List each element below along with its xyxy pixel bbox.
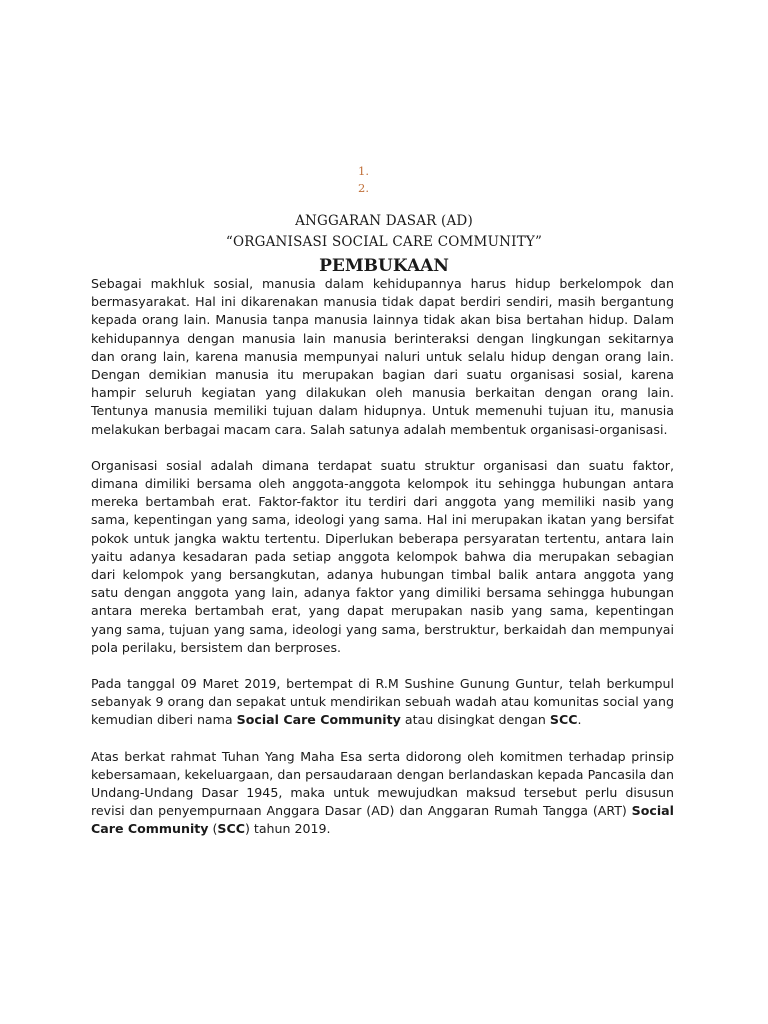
organization-name: “ORGANISASI SOCIAL CARE COMMUNITY” <box>225 234 543 250</box>
document-title: ANGGARAN DASAR (AD) <box>295 213 473 229</box>
paragraph-4-text: Atas berkat rahmat Tuhan Yang Maha Esa serta didorong oleh komitmen terhadap prinsip kebersamaan, kekeluargaan, dan persaudaraan dengan berlandaskan kepada Pancasila dan Undang-Undang Dasar 1945, maka untuk mewujudkan maksud tersebut perlu disusun revisi dan penyempurnaan Anggara Dasar (AD) dan Anggaran Rumah Tangga (ART) <box>91 748 674 819</box>
paragraph-4-end: ) tahun 2019. <box>244 821 331 837</box>
paragraph-4 <box>91 748 674 839</box>
paragraph-4-text-2: ( <box>208 821 218 837</box>
org-abbrev-bold-2: SCC <box>217 821 245 837</box>
paragraph-1: Sebagai makhluk sosial, manusia dalam kehidupannya harus hidup berkelompok dan bermasyarakat. Hal ini dikarenakan manusia tidak dapat berdiri sendiri, masih bergantung kepada orang lain. Manusia tanpa manusia lainnya tidak akan bisa bertahan hidup. Dalam kehidupannya dengan manusia lain manusia berinteraksi dengan lingkungan sekitarnya dan orang lain, karena manusia mempunyai naluri untuk selalu hidup dengan orang lain. Dengan demikian manusia itu merupakan bagian dari suatu organisasi sosial, karena hampir seluruh kegiatan yang dilakukan oleh manusia berkaitan dengan orang lain. Tentunya manusia memiliki tujuan dalam hidupnya. Untuk memenuhi tujuan itu, manusia melakukan berbagai macam cara. Salah satunya adalah membentuk organisasi-organisasi. <box>91 276 674 437</box>
org-name-bold-2: Social Care Community <box>91 803 674 837</box>
list-number-1: 1. <box>358 164 369 178</box>
document-body <box>91 275 674 857</box>
paragraph-3-text: Pada tanggal 09 Maret 2019, bertempat di R.M Sushine Gunung Guntur, telah berkumpul sebanyak 9 orang dan sepakat untuk mendirikan sebuah wadah atau komunitas social yang kemudian diberi nama <box>91 676 674 728</box>
section-heading: PEMBUKAAN <box>319 256 449 276</box>
list-number-2: 2. <box>358 181 369 195</box>
org-abbrev-bold: SCC <box>549 712 578 728</box>
paragraph-3 <box>91 675 674 730</box>
numbered-list <box>358 163 398 197</box>
title-block <box>0 211 768 280</box>
paragraph-3-text-2: atau disingkat dengan <box>400 712 550 728</box>
paragraph-3-end: . <box>577 712 582 728</box>
paragraph-2: Organisasi sosial adalah dimana terdapat suatu struktur organisasi dan suatu faktor, dimana dimiliki bersama oleh anggota-anggota kelompok itu sehingga hubungan antara mereka bertambah erat. Faktor-faktor itu terdiri dari anggota yang memiliki nasib yang sama, kepentingan yang sama, ideologi yang sama. Hal ini merupakan ikatan yang bersifat pokok untuk jangka waktu tertentu. Diperlukan beberapa persyaratan tertentu, antara lain yaitu adanya kesadaran pada setiap anggota kelompok bahwa dia merupakan sebagian dari kelompok yang bersangkutan, adanya hubungan timbal balik antara anggota yang satu dengan anggota yang lain, adanya faktor yang dimiliki bersama sehingga hubungan antara mereka bertambah erat, yang dapat merupakan nasib yang sama, kepentingan yang sama, tujuan yang sama, ideologi yang sama, berstruktur, berkaidah dan mempunyai pola perilaku, bersistem dan berproses. <box>91 457 674 655</box>
org-name-bold: Social Care Community <box>236 712 401 728</box>
